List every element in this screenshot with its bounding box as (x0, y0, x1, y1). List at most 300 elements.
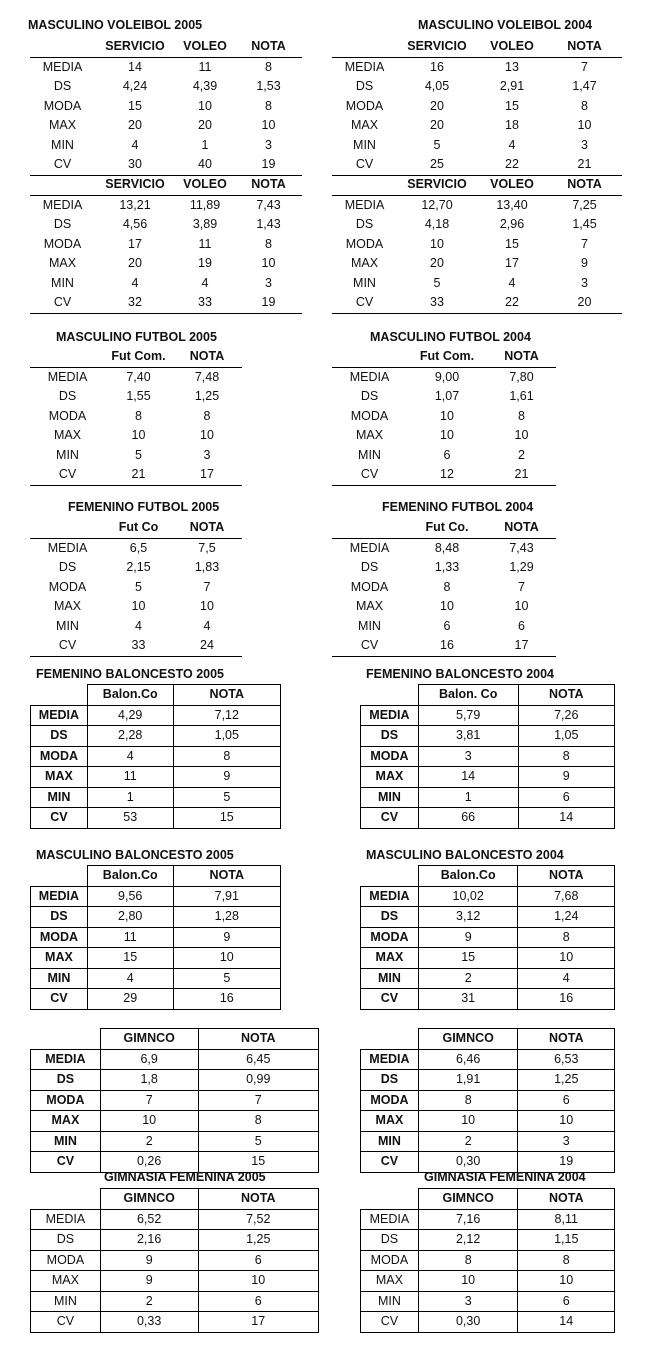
row-label: MODA (345, 98, 384, 113)
table-cell: 20 (128, 118, 142, 132)
table-cell: 8 (518, 1250, 615, 1271)
table-cell: 7,40 (126, 369, 151, 384)
corner-cell (332, 175, 397, 195)
table-cell: 5 (135, 447, 142, 462)
table-row (332, 215, 622, 235)
table-cell: 2 (418, 968, 518, 989)
row-label: MIN (56, 447, 79, 462)
table-cell: 10 (418, 1111, 518, 1132)
table-cell: 10 (261, 256, 276, 270)
table-row (361, 1271, 615, 1292)
table-cell: 1,91 (418, 1070, 518, 1091)
table-row (31, 1291, 319, 1312)
table-cell: 3 (418, 746, 518, 767)
table-cell: 4 (508, 137, 516, 152)
table-cell: 2,80 (87, 907, 173, 928)
gimf-2005-title: GIMNASIA FEMENINA 2005 (104, 1170, 266, 1184)
row-label: MIN (31, 787, 88, 808)
row-label: MODA (345, 236, 384, 251)
column-header: VOLEO (477, 175, 547, 195)
table-cell: 33 (397, 293, 477, 313)
table-row (30, 136, 302, 156)
row-label: MAX (361, 1111, 419, 1132)
table-cell: 5,79 (418, 705, 518, 726)
table-cell: 10 (514, 428, 529, 442)
row-label: DS (53, 217, 72, 231)
table-cell: 22 (477, 155, 547, 175)
table-cell: 2,16 (100, 1230, 198, 1251)
row-label: MAX (31, 948, 88, 969)
table-cell: 6 (443, 618, 451, 633)
table-cell: 7 (581, 236, 588, 251)
table-cell: 6 (518, 618, 525, 633)
table-cell: 6 (518, 787, 615, 808)
row-label: MEDIA (361, 886, 419, 907)
gimf-2004-title: GIMNASIA FEMENINA 2004 (424, 1170, 586, 1184)
row-label: CV (30, 155, 95, 175)
column-header: NOTA (487, 347, 556, 367)
row-label: MAX (53, 428, 82, 442)
table-row (31, 767, 281, 788)
table-cell: 11 (87, 767, 173, 788)
table-cell: 13,40 (496, 197, 528, 212)
table-cell: 2 (518, 447, 525, 462)
column-header: NOTA (518, 1029, 615, 1050)
column-header: NOTA (518, 685, 615, 706)
table-cell: 7 (518, 579, 525, 594)
table-cell: 13 (505, 59, 519, 74)
table-cell: 7,5 (198, 540, 216, 555)
row-label: CV (361, 1312, 419, 1333)
table-cell: 7,26 (518, 705, 615, 726)
gimf-2005-table (30, 1188, 319, 1333)
table-cell: 1,83 (194, 560, 220, 574)
row-label: CV (30, 636, 105, 656)
table-cell: 8,11 (518, 1209, 615, 1230)
row-label: DS (31, 1230, 101, 1251)
table-row (30, 116, 302, 136)
table-row (30, 636, 242, 656)
ffut-2004-title: FEMENINO FUTBOL 2004 (382, 500, 534, 514)
row-label: MEDIA (344, 59, 385, 74)
volei-2005-title: MASCULINO VOLEIBOL 2005 (28, 18, 203, 32)
row-label: MIN (361, 968, 419, 989)
table-cell: 31 (418, 989, 518, 1010)
table-cell: 15 (505, 236, 519, 251)
row-label: CV (332, 465, 407, 485)
table-cell: 1 (201, 137, 209, 152)
row-label: MEDIA (31, 1209, 101, 1230)
table-cell: 16 (407, 636, 487, 656)
table-row (332, 116, 622, 136)
table-cell: 25 (397, 155, 477, 175)
table-cell: 0,30 (418, 1312, 518, 1333)
table-row (31, 927, 281, 948)
table-cell: 1,15 (518, 1230, 615, 1251)
row-label: DS (355, 217, 374, 231)
column-header: Fut Co. (407, 518, 487, 538)
row-label: MIN (51, 275, 74, 290)
table-cell: 1,07 (434, 389, 460, 403)
row-label: MODA (48, 579, 87, 594)
table-cell: 10 (518, 1271, 615, 1292)
volei-2005-block (28, 18, 202, 32)
table-cell: 5 (173, 968, 280, 989)
row-label: DS (31, 907, 88, 928)
table-cell: 6,45 (198, 1049, 318, 1070)
table-cell: 7,91 (173, 886, 280, 907)
row-label: MODA (350, 579, 389, 594)
corner-cell (361, 1029, 419, 1050)
corner-cell (30, 347, 105, 367)
table-cell: 19 (235, 155, 302, 175)
table-cell: 4 (131, 137, 139, 152)
table-row (31, 746, 281, 767)
row-label: MODA (43, 236, 82, 251)
table-row (31, 1090, 319, 1111)
gimf-2004-table (360, 1188, 615, 1333)
table-cell: 14 (518, 808, 615, 829)
table-row (332, 578, 556, 598)
table-row (30, 387, 242, 407)
row-label: MODA (361, 927, 419, 948)
table-cell: 20 (547, 293, 622, 313)
volei-2004-title: MASCULINO VOLEIBOL 2004 (418, 18, 593, 32)
table-cell: 1,24 (518, 907, 615, 928)
table-cell: 11,89 (189, 197, 221, 212)
row-label: MAX (361, 767, 419, 788)
table-row (332, 597, 556, 617)
table-row (361, 1250, 615, 1271)
table-row (361, 1312, 615, 1333)
column-header: GIMNCO (418, 1189, 518, 1210)
row-label: DS (58, 560, 77, 574)
column-header: Fut Com. (407, 347, 487, 367)
table-cell: 7,25 (572, 197, 597, 212)
table-row (30, 446, 242, 466)
table-row (31, 808, 281, 829)
table-cell: 15 (418, 948, 518, 969)
row-label: DS (53, 79, 72, 93)
table-cell: 10 (131, 428, 146, 442)
row-label: DS (31, 1070, 101, 1091)
row-label: DS (361, 907, 419, 928)
column-header: SERVICIO (95, 175, 175, 195)
table-row (361, 927, 615, 948)
row-label: MIN (51, 137, 74, 152)
table-cell: 7,16 (418, 1209, 518, 1230)
table-row (31, 787, 281, 808)
table-row (361, 1131, 615, 1152)
row-label: MIN (353, 275, 376, 290)
gim-2005-table (30, 1028, 319, 1173)
table-row (332, 538, 556, 558)
row-label: MEDIA (361, 1049, 419, 1070)
table-cell: 9 (581, 256, 588, 270)
column-header: GIMNCO (418, 1029, 518, 1050)
table-cell: 9 (173, 927, 280, 948)
row-label: DS (355, 79, 374, 93)
table-row (332, 636, 556, 656)
table-cell: 9,00 (434, 369, 460, 384)
table-cell: 8 (265, 98, 272, 113)
table-cell: 3 (203, 447, 211, 462)
mfut-2005-table (30, 347, 242, 486)
table-cell: 15 (173, 808, 280, 829)
table-cell: 4,39 (192, 79, 218, 93)
mfut-2004-table (332, 347, 556, 486)
column-header: NOTA (198, 1189, 318, 1210)
table-cell: 21 (487, 465, 556, 485)
ffut-2005-title: FEMENINO FUTBOL 2005 (68, 500, 220, 514)
row-label: CV (361, 808, 419, 829)
column-header: VOLEO (175, 37, 235, 57)
table-cell: 1,45 (572, 217, 597, 231)
table-cell: 10 (173, 948, 280, 969)
row-label: MAX (48, 118, 77, 132)
volei-2004-block (418, 18, 592, 32)
row-label: MAX (355, 428, 384, 442)
table-cell: 10 (440, 408, 454, 423)
table-cell: 7,52 (198, 1209, 318, 1230)
column-header: NOTA (172, 518, 242, 538)
column-header: VOLEO (175, 175, 235, 195)
table-cell: 1,05 (173, 726, 280, 747)
row-label: MAX (48, 256, 77, 270)
corner-cell (31, 685, 88, 706)
row-label: MEDIA (42, 59, 83, 74)
table-cell: 6,9 (100, 1049, 198, 1070)
table-cell: 1,47 (572, 79, 597, 93)
table-cell: 11 (198, 59, 212, 74)
table-cell: 1,61 (509, 389, 534, 403)
table-cell: 10 (131, 599, 146, 613)
table-cell: 8,48 (434, 540, 460, 555)
table-cell: 7 (198, 1090, 318, 1111)
table-cell: 15 (128, 98, 142, 113)
table-cell: 6 (518, 1291, 615, 1312)
row-label: MODA (31, 927, 88, 948)
column-header: Balon.Co (87, 685, 173, 706)
table-row (361, 968, 615, 989)
table-cell: 3 (581, 137, 588, 152)
table-cell: 4 (87, 746, 173, 767)
row-label: DS (58, 389, 77, 403)
table-cell: 1,29 (509, 560, 534, 574)
table-cell: 10 (261, 118, 276, 132)
row-label: DS (360, 560, 379, 574)
column-header: NOTA (173, 866, 280, 887)
table-row (30, 215, 302, 235)
table-cell: 8 (265, 59, 272, 74)
row-label: MAX (31, 767, 88, 788)
column-header: NOTA (235, 175, 302, 195)
table-cell: 7,43 (256, 197, 281, 212)
table-row (31, 968, 281, 989)
table-row (31, 1111, 319, 1132)
table-cell: 9 (100, 1271, 198, 1292)
table-cell: 17 (172, 465, 242, 485)
table-cell: 33 (105, 636, 172, 656)
table-cell: 4 (87, 968, 173, 989)
row-label: DS (361, 1230, 419, 1251)
corner-cell (30, 37, 95, 57)
table-cell: 3 (265, 137, 272, 152)
row-label: CV (31, 989, 88, 1010)
table-cell: 10 (418, 1271, 518, 1292)
table-row (30, 407, 242, 427)
corner-cell (361, 685, 419, 706)
table-row (332, 77, 622, 97)
column-header: Balon. Co (418, 685, 518, 706)
table-cell: 7,12 (173, 705, 280, 726)
table-cell: 7 (100, 1090, 198, 1111)
table-cell: 3,81 (418, 726, 518, 747)
table-cell: 15 (87, 948, 173, 969)
table-cell: 6 (198, 1250, 318, 1271)
row-label: CV (361, 1152, 419, 1173)
table-row (31, 989, 281, 1010)
table-cell: 17 (128, 236, 142, 251)
table-cell: 6 (518, 1090, 615, 1111)
table-cell: 16 (430, 59, 444, 74)
table-cell: 3,12 (418, 907, 518, 928)
table-cell: 9 (418, 927, 518, 948)
table-cell: 20 (430, 256, 444, 270)
row-label: MODA (48, 408, 87, 423)
table-cell: 32 (95, 293, 175, 313)
table-row (332, 57, 622, 77)
corner-cell (31, 1189, 101, 1210)
table-row (30, 57, 302, 77)
table-cell: 1,55 (126, 389, 151, 403)
table-cell: 13,21 (119, 197, 151, 212)
row-label: CV (31, 1312, 101, 1333)
table-row (361, 767, 615, 788)
corner-cell (332, 347, 407, 367)
table-cell: 6,53 (518, 1049, 615, 1070)
table-cell: 14 (128, 59, 142, 74)
table-cell: 8 (203, 408, 211, 423)
table-row (361, 746, 615, 767)
row-label: CV (30, 465, 105, 485)
fbal-2005-table (30, 684, 281, 829)
table-cell: 3 (581, 275, 588, 290)
table-row (30, 578, 242, 598)
corner-cell (30, 518, 105, 538)
row-label: MODA (43, 98, 82, 113)
table-row (361, 1230, 615, 1251)
table-row (361, 705, 615, 726)
row-label: MEDIA (31, 1049, 101, 1070)
corner-cell (30, 175, 95, 195)
table-cell: 2,15 (126, 560, 151, 574)
table-row (31, 726, 281, 747)
table-row (332, 195, 622, 215)
table-row (332, 407, 556, 427)
corner-cell (31, 1029, 101, 1050)
column-header: NOTA (518, 1189, 615, 1210)
row-label: MODA (361, 1250, 419, 1271)
row-label: MAX (31, 1111, 101, 1132)
table-cell: 4 (508, 275, 516, 290)
table-cell: 8 (418, 1250, 518, 1271)
volei-2005-table-a (30, 37, 302, 176)
table-cell: 19 (235, 293, 302, 313)
table-cell: 8 (418, 1090, 518, 1111)
fbal-2004-title: FEMENINO BALONCESTO 2004 (366, 667, 555, 681)
table-row (31, 705, 281, 726)
table-cell: 10 (198, 98, 212, 113)
mbal-2005-table (30, 865, 281, 1010)
row-label: MIN (361, 787, 419, 808)
table-row (30, 367, 242, 387)
table-row (332, 274, 622, 294)
table-cell: 10 (518, 1111, 615, 1132)
table-cell: 7,48 (194, 369, 220, 384)
table-row (31, 1209, 319, 1230)
table-row (332, 426, 556, 446)
table-cell: 4 (135, 618, 142, 633)
column-header: NOTA (547, 37, 622, 57)
volei-2004-table-b (332, 175, 622, 314)
table-cell: 7 (581, 59, 588, 74)
table-cell: 22 (477, 293, 547, 313)
column-header: Fut Com. (105, 347, 172, 367)
corner-cell (31, 866, 88, 887)
row-label: MEDIA (349, 540, 390, 555)
volei-2004-table-a (332, 37, 622, 176)
row-label: CV (361, 989, 419, 1010)
table-cell: 10 (198, 1271, 318, 1292)
row-label: MODA (31, 746, 88, 767)
row-label: MAX (31, 1271, 101, 1292)
row-label: MIN (56, 618, 79, 633)
table-cell: 5 (433, 275, 441, 290)
table-cell: 8 (265, 236, 272, 251)
table-row (31, 1312, 319, 1333)
table-row (30, 426, 242, 446)
table-row (30, 195, 302, 215)
row-label: MAX (350, 256, 379, 270)
table-cell: 5 (433, 137, 441, 152)
table-cell: 1,43 (256, 217, 281, 231)
ffut-2005-table (30, 518, 242, 657)
table-row (332, 293, 622, 313)
table-cell: 1,28 (173, 907, 280, 928)
fbal-2005-title: FEMENINO BALONCESTO 2005 (36, 667, 225, 681)
table-cell: 10 (440, 428, 454, 442)
table-cell: 1,8 (100, 1070, 198, 1091)
row-label: MIN (31, 968, 88, 989)
table-cell: 11 (87, 927, 173, 948)
table-row (332, 367, 556, 387)
table-row (361, 1111, 615, 1132)
table-cell: 29 (87, 989, 173, 1010)
table-row (31, 1070, 319, 1091)
row-label: MEDIA (47, 540, 88, 555)
table-cell: 14 (418, 767, 518, 788)
fbal-2004-table (360, 684, 615, 829)
column-header: VOLEO (477, 37, 547, 57)
table-cell: 11 (198, 236, 212, 251)
corner-cell (332, 37, 397, 57)
table-cell: 4,29 (87, 705, 173, 726)
table-cell: 17 (505, 256, 519, 270)
table-cell: 9,56 (87, 886, 173, 907)
row-label: MIN (353, 137, 376, 152)
table-cell: 4,05 (424, 79, 450, 93)
